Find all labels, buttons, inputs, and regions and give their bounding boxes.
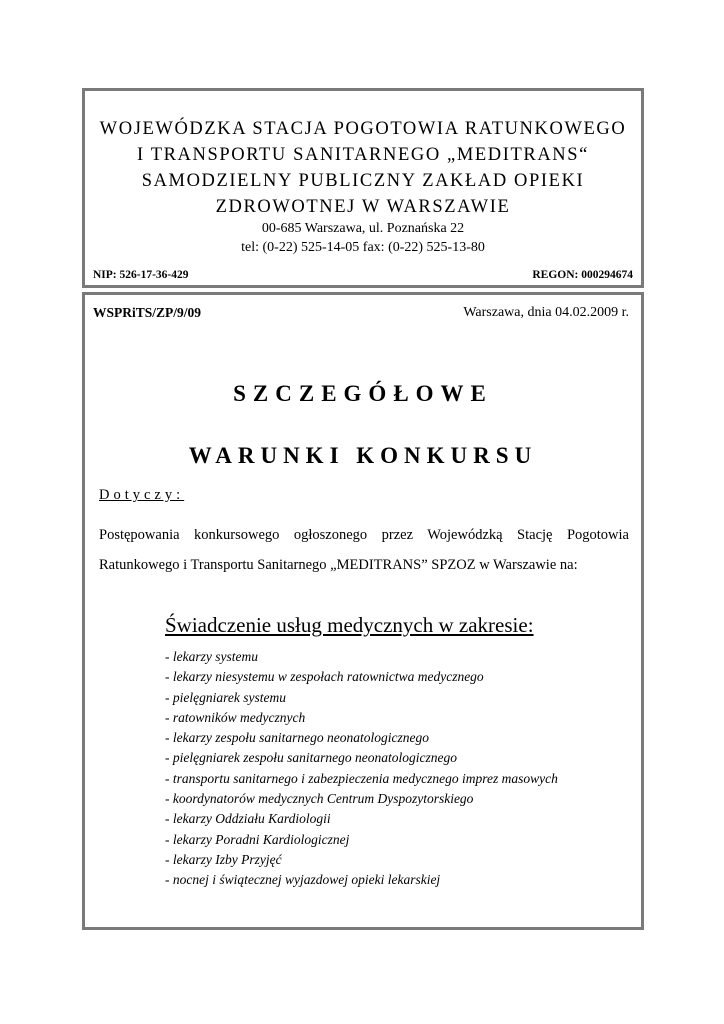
letterhead-box [82, 88, 644, 288]
document-body-box [82, 292, 644, 930]
title-line-1: SZCZEGÓŁOWE [233, 381, 493, 406]
reference-number: WSPRiTS/ZP/9/09 [93, 305, 202, 320]
list-item: - lekarzy zespołu sanitarnego neonatologicznego [165, 730, 429, 746]
phone-fax: tel: (0-22) 525-14-05 fax: (0-22) 525-13-80 [241, 240, 485, 255]
list-item: - transportu sanitarnego i zabezpieczenia medycznego imprez masowych [165, 770, 558, 786]
institution-name-line-1: WOJEWÓDZKA STACJA POGOTOWIA RATUNKOWEGO [99, 119, 627, 139]
list-item: - nocnej i świątecznej wyjazdowej opieki lekarskiej [165, 872, 441, 888]
paragraph-line-1: Postępowania konkursowego ogłoszonego przez Wojewódzką Stację Pogotowia [99, 527, 629, 543]
address: 00-685 Warszawa, ul. Poznańska 22 [261, 221, 465, 236]
nip-number: NIP: 526-17-36-429 [93, 269, 189, 281]
list-item: - lekarzy systemu [165, 649, 258, 664]
list-item: - pielęgniarek systemu [165, 689, 286, 705]
list-item: - koordynatorów medycznych Centrum Dyspozytorskiego [165, 791, 474, 807]
list-item: - lekarzy Oddziału Kardiologii [165, 811, 331, 827]
institution-name-line-3: SAMODZIELNY PUBLICZNY ZAKŁAD OPIEKI [141, 171, 585, 191]
dotyczy-label: Dotyczy: [99, 487, 185, 503]
scope-list [165, 647, 558, 891]
list-item: - lekarzy Izby Przyjęć [165, 851, 282, 867]
list-item: - ratowników medycznych [165, 709, 306, 725]
list-item: - lekarzy niesystemu w zespołach ratownictwa medycznego [165, 669, 484, 685]
subject-heading: Świadczenie usług medycznych w zakresie: [165, 613, 534, 637]
list-item: - lekarzy Poradni Kardiologicznej [165, 831, 350, 847]
title-line-2: WARUNKI KONKURSU [188, 443, 538, 468]
institution-name-line-2: I TRANSPORTU SANITARNEGO „MEDITRANS“ [137, 145, 589, 165]
paragraph-line-2: Ratunkowego i Transportu Sanitarnego „MEDITRANS” SPZOZ w Warszawie na: [99, 557, 578, 573]
date-line: Warszawa, dnia 04.02.2009 r. [463, 305, 629, 320]
list-item: - pielęgniarek zespołu sanitarnego neonatologicznego [165, 750, 457, 766]
regon-number: REGON: 000294674 [532, 269, 633, 281]
institution-name-line-4: ZDROWOTNEJ W WARSZAWIE [215, 197, 511, 217]
